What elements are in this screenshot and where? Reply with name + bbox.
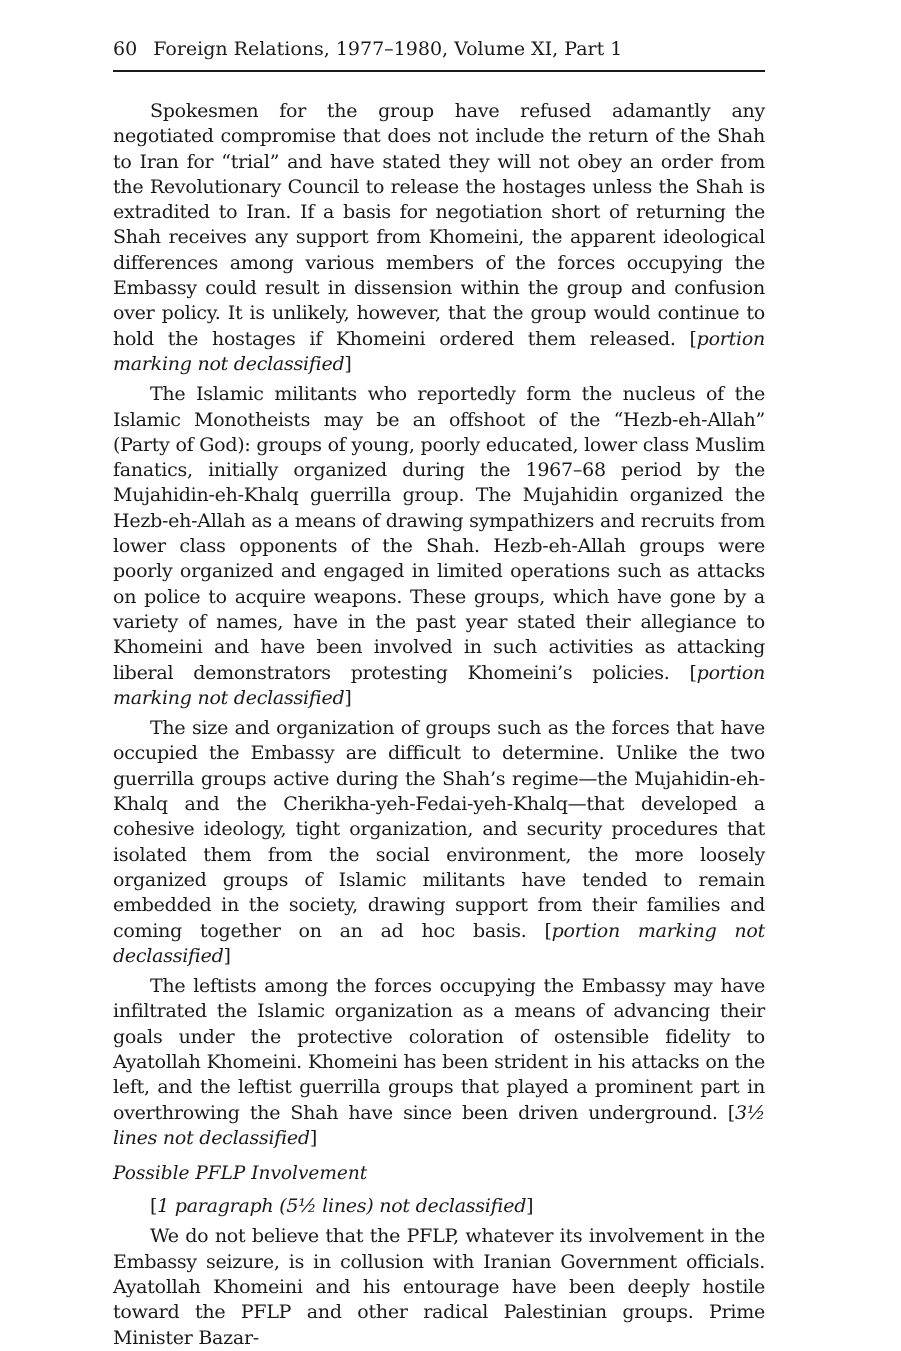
declassification-note: portion marking not declassified: [113, 661, 765, 709]
paragraph-4: [113, 974, 765, 1151]
declassification-note: 1 paragraph (5½ lines) not declassified: [157, 1195, 527, 1218]
running-header: [113, 36, 765, 62]
paragraph-2: [113, 382, 765, 711]
bracket-close: ]: [344, 352, 352, 375]
paragraph-text: The leftists among the forces occupying the Embassy may have infiltrated the Islamic organization as a means of advancing their goals under the protective coloration of ostensible fidelity to Ayatollah Khomeini. Khomeini has been strident in his attacks on the left, and the leftist guerrilla groups that played a prominent part in overthrowing the Shah have since been driven underground. [: [113, 975, 765, 1124]
undeclassified-paragraph: [113, 1194, 765, 1219]
declassification-note: portion marking not declassified: [113, 919, 765, 967]
declassification-note: portion marking not declassified: [113, 327, 765, 375]
bracket-close: ]: [309, 1126, 317, 1149]
declassification-note: 3½ lines not declassified: [113, 1101, 765, 1149]
page-number: 60: [113, 38, 138, 60]
page-body: [113, 99, 765, 1351]
bracket-open: [: [150, 1195, 158, 1218]
paragraph-3: [113, 716, 765, 969]
bracket-close: ]: [344, 686, 352, 709]
paragraph-text: The Islamic militants who reportedly form the nucleus of the Islamic Monotheists may be an offshoot of the “Hezb-eh-Allah” (Party of God): groups of young, poorly educated, lower class Muslim fanatics, initially organized during the 1967–68 period by the Mujahidin-eh-Khalq guerrilla group. The Mujahidin organized the Hezb-eh-Allah as a means of drawing sympathizers and recruits from lower class opponents of the Shah. Hezb-eh-Allah groups were poorly organized and engaged in limited operations such as attacks on police to acquire weapons. These groups, which have gone by a variety of names, have in the past year stated their allegiance to Khomeini and have been involved in such activities as attacking liberal demonstrators protesting Khomeini’s policies. [: [113, 383, 765, 684]
running-title: Foreign Relations, 1977–1980, Volume XI, Part 1: [153, 38, 623, 60]
paragraph-text: Spokesmen for the group have refused adamantly any negotiated compromise that does not include the return of the Shah to Iran for “trial” and have stated they will not obey an order from the Revolutionary Council to release the hostages unless the Shah is extradited to Iran. If a basis for negotiation short of returning the Shah receives any support from Khomeini, the apparent ideological differences among various members of the forces occupying the Embassy could result in dissension within the group and confusion over policy. It is unlikely, however, that the group would continue to hold the hostages if Khomeini ordered them released. [: [113, 100, 765, 350]
bracket-close: ]: [223, 944, 231, 967]
paragraph-final: We do not believe that the PFLP, whatever its involvement in the Embassy seizure, is in collusion with Iranian Government officials. Ayatollah Khomeini and his entourage have been deeply hostile toward the PFLP and other radical Palestinian groups. Prime Minister Bazar-: [113, 1225, 765, 1349]
header-rule: [113, 70, 765, 72]
section-subheading: Possible PFLP Involvement: [113, 1163, 368, 1185]
paragraph-1: [113, 99, 765, 377]
bracket-close: ]: [526, 1195, 534, 1218]
paragraph-text: The size and organization of groups such as the forces that have occupied the Embassy are difficult to determine. Unlike the two guerrilla groups active during the Shah’s regime—the Mujahidin-eh-Khalq and the Cherikha-yeh-Fedai-yeh-Khalq—that developed a cohesive ideology, tight organization, and security procedures that isolated them from the social environment, the more loosely organized groups of Islamic militants have tended to remain embedded in the society, drawing support from their families and coming together on an ad hoc basis. [: [113, 717, 765, 942]
